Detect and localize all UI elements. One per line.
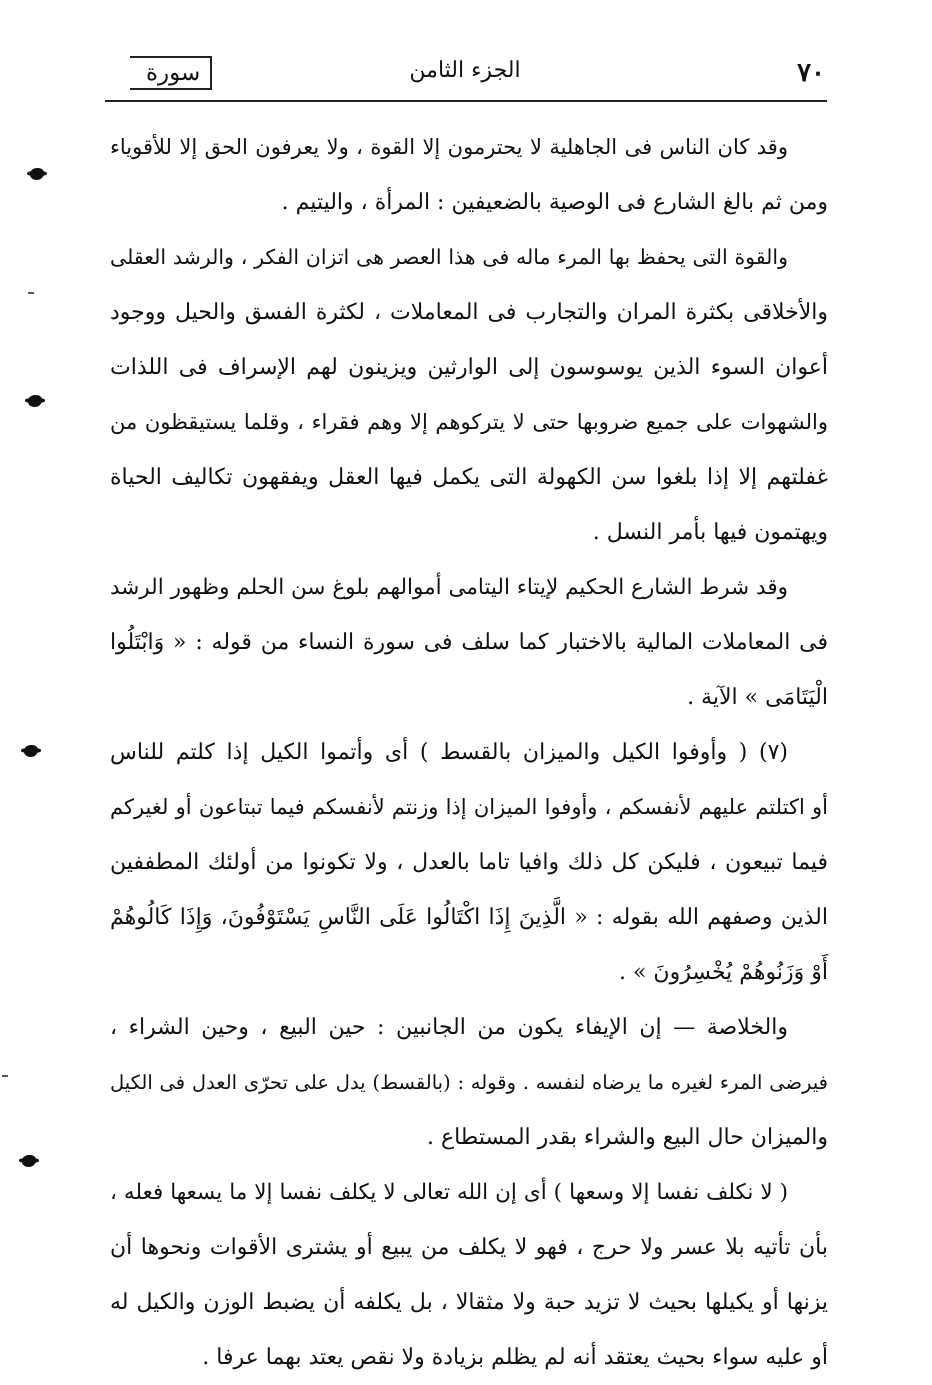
- ink-blot: [30, 168, 44, 180]
- text-line: الذين وصفهم الله بقوله : « الَّذِينَ إِذَا اكْتَالُوا عَلَى النَّاسِ يَسْتَوْفُونَ، وَإِذَا كَالُوهُمْ: [110, 905, 828, 930]
- ink-blot: [24, 745, 38, 757]
- text-line: وقد كان الناس فى الجاهلية لا يحترمون إلا القوة ، ولا يعرفون الحق إلا للأقوياء: [110, 135, 788, 159]
- header-rule: [105, 100, 827, 102]
- text-line: فى المعاملات المالية بالاختبار كما سلف فى سورة النساء من قوله : « وَابْتَلُوا: [110, 630, 828, 655]
- ink-blot: [28, 395, 42, 407]
- text-line: والأخلاقى بكثرة المران والتجارب فى المعاملات ، لكثرة الفسق والحيل ووجود: [110, 300, 828, 325]
- text-line: والميزان حال البيع والشراء بقدر المستطاع .: [426, 1125, 828, 1150]
- text-line: فيرضى المرء لغيره ما يرضاه لنفسه . وقوله : (بالقسط) يدل على تحرّى العدل فى الكيل: [110, 1071, 828, 1094]
- text-line: والقوة التى يحفظ بها المرء ماله فى هذا العصر هى اتزان الفكر ، والرشد العقلى: [110, 245, 788, 269]
- text-line: والشهوات على جميع ضروبها حتى لا يتركوهم إلا وهم فقراء ، وقلما يستيقظون من: [110, 410, 828, 434]
- text-line: بأن تأتيه بلا عسر ولا حرج ، فهو لا يكلف من يبيع أو يشترى الأقوات ونحوها أن: [110, 1235, 828, 1260]
- margin-mark: [2, 1075, 8, 1077]
- text-line: أعوان السوء الذين يوسوسون إلى الوارثين ويزينون لهم الإسراف فى اللذات: [110, 355, 828, 380]
- text-line: ويهتمون فيها بأمر النسل .: [592, 520, 828, 545]
- text-line: فيما تبيعون ، فليكن كل ذلك وافيا تاما بالعدل ، ولا تكونوا من أولئك المطففين: [110, 850, 828, 875]
- page-number: ٧٠: [797, 58, 825, 88]
- text-line: يزنها أو يكيلها بحيث لا تزيد حبة ولا مثقالا ، بل يكلفه أن يضبط الوزن والكيل له: [110, 1290, 828, 1315]
- text-line: الْيَتَامَى » الآية .: [687, 685, 828, 710]
- text-line: أو اكتلتم عليهم لأنفسكم ، وأوفوا الميزان إذا وزنتم لأنفسكم فيما تبتاعون أو لغيركم: [110, 795, 828, 819]
- text-line: وقد شرط الشارع الحكيم لإيتاء اليتامى أموالهم بلوغ سن الحلم وظهور الرشد: [110, 575, 788, 600]
- text-line: والخلاصة — إن الإيفاء يكون من الجانبين : حين البيع ، وحين الشراء ،: [110, 1015, 788, 1040]
- text-line: ( لا نكلف نفسا إلا وسعها ) أى إن الله تعالى لا يكلف نفسا إلا ما يسعها فعله ،: [110, 1180, 788, 1205]
- ink-blot: [22, 1155, 36, 1167]
- running-head: الجزء الثامن: [409, 58, 521, 83]
- surah-label: سورة: [130, 56, 212, 90]
- text-line: أَوْ وَزَنُوهُمْ يُخْسِرُونَ » .: [618, 960, 828, 985]
- text-line: أو عليه سواء بحيث يعتقد أنه لم يظلم بزيادة ولا نقص يعتد بهما عرفا .: [202, 1345, 828, 1370]
- text-line: (٧) ( وأوفوا الكيل والميزان بالقسط ) أى وأتموا الكيل إذا كلتم للناس: [110, 740, 788, 765]
- text-line: غفلتهم إلا إذا بلغوا سن الكهولة التى يكمل فيها العقل ويفقهون تكاليف الحياة: [110, 465, 828, 490]
- text-line: ومن ثم بالغ الشارع فى الوصية بالضعيفين : المرأة ، واليتيم .: [281, 190, 828, 215]
- margin-mark: [28, 292, 34, 294]
- page-header: [105, 48, 825, 98]
- body-text: [110, 120, 828, 1385]
